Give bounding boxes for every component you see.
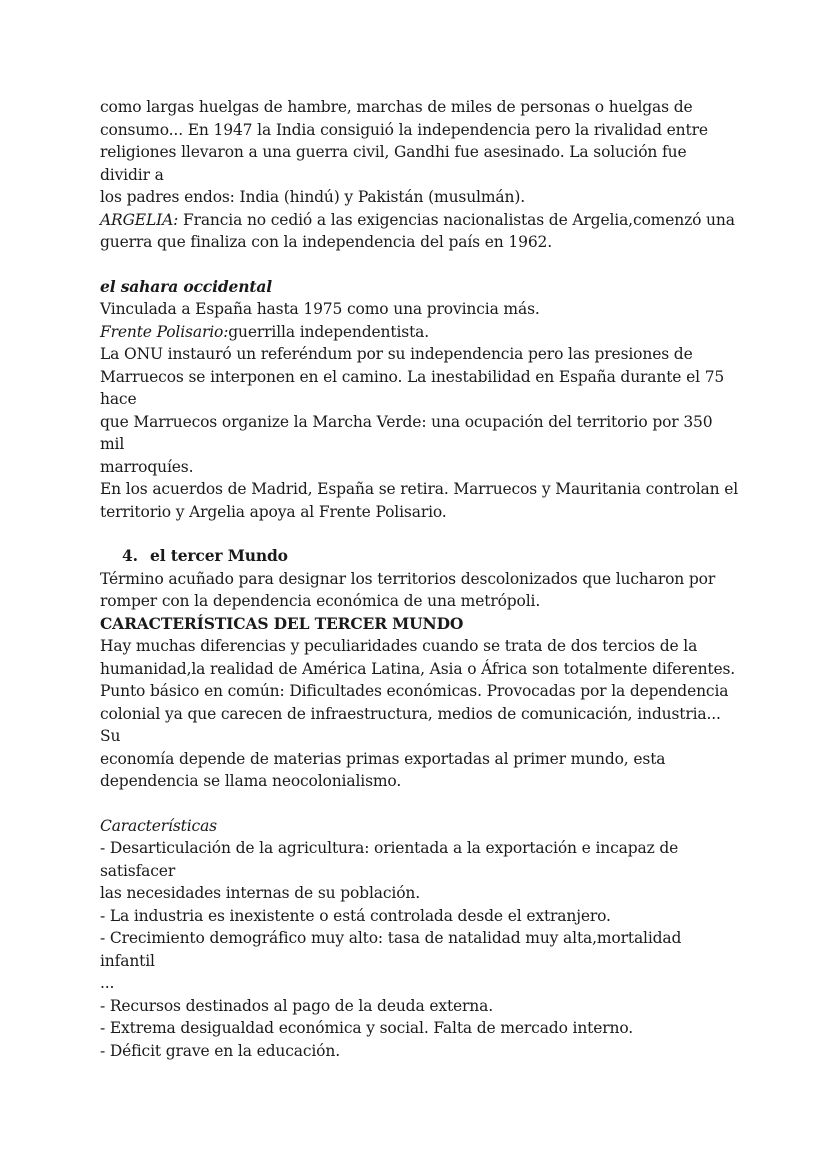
list-item: - Extrema desigualdad económica y social. Falta de mercado interno. bbox=[100, 1019, 634, 1037]
section-title: el tercer Mundo bbox=[150, 546, 288, 565]
caracteristicas-list bbox=[100, 837, 740, 1062]
text-line: colonial ya que carecen de infraestructura, medios de comunicación, industria... Su bbox=[100, 704, 721, 745]
argelia-label: ARGELIA: bbox=[100, 210, 179, 229]
text-line: Marruecos se interponen en el camino. La inestabilidad en España durante el 75 hace bbox=[100, 367, 725, 408]
sahara-heading: el sahara occidental bbox=[100, 276, 272, 296]
caracteristicas-heading: Características bbox=[100, 816, 217, 835]
list-item: las necesidades internas de su población. bbox=[100, 884, 420, 902]
text-line: La ONU instauró un referéndum por su independencia pero las presiones de bbox=[100, 345, 693, 363]
text-line: guerra que finaliza con la independencia del país en 1962. bbox=[100, 233, 553, 251]
list-item: ... bbox=[100, 974, 115, 992]
text-line: territorio y Argelia apoya al Frente Polisario. bbox=[100, 502, 447, 521]
text-line: que Marruecos organize la Marcha Verde: una ocupación del territorio por 350 mil bbox=[100, 412, 713, 453]
list-item: - Recursos destinados al pago de la deuda externa. bbox=[100, 996, 494, 1015]
text-line: En los acuerdos de Madrid, España se retira. Marruecos y Mauritania controlan el bbox=[100, 480, 739, 498]
text-line: consumo... En 1947 la India consiguió la independencia pero la rivalidad entre bbox=[100, 120, 708, 139]
caps-heading: CARACTERÍSTICAS DEL TERCER MUNDO bbox=[100, 613, 464, 633]
text-line: como largas huelgas de hambre, marchas de miles de personas o huelgas de bbox=[100, 98, 693, 116]
text-line: Término acuñado para designar los territorios descolonizados que lucharon por bbox=[100, 569, 716, 588]
text-line: los padres endos: India (hindú) y Pakistán (musulmán). bbox=[100, 188, 525, 206]
intro-paragraph bbox=[100, 96, 740, 254]
frente-label: Frente Polisario: bbox=[100, 322, 229, 341]
section-number: 4. bbox=[122, 546, 138, 565]
text-line: economía depende de materias primas exportadas al primer mundo, esta bbox=[100, 749, 666, 768]
text-line: dependencia se llama neocolonialismo. bbox=[100, 772, 402, 790]
list-item: - Desarticulación de la agricultura: orientada a la exportación e incapaz de satisfacer bbox=[100, 839, 679, 880]
page-content bbox=[100, 96, 740, 1062]
section-4-heading bbox=[100, 545, 740, 568]
list-item: - Déficit grave en la educación. bbox=[100, 1041, 340, 1060]
list-item: - Crecimiento demográfico muy alto: tasa de natalidad muy alta,mortalidad infantil bbox=[100, 929, 682, 970]
text-line: humanidad,la realidad de América Latina, Asia o África son totalmente diferentes. bbox=[100, 659, 736, 678]
text-line: religiones llevaron a una guerra civil, Gandhi fue asesinado. La solución fue dividir a bbox=[100, 143, 687, 184]
text-line: romper con la dependencia económica de una metrópoli. bbox=[100, 592, 541, 610]
list-item: - La industria es inexistente o está controlada desde el extranjero. bbox=[100, 906, 611, 925]
tercer-mundo-paragraph bbox=[100, 568, 740, 793]
text-line: Francia no cedió a las exigencias nacionalistas de Argelia,comenzó una bbox=[178, 210, 735, 229]
text-line: Hay muchas diferencias y peculiaridades cuando se trata de dos tercios de la bbox=[100, 637, 698, 655]
text-line: Vinculada a España hasta 1975 como una provincia más. bbox=[100, 300, 540, 318]
text-line: guerrilla independentista. bbox=[228, 322, 430, 341]
text-line: marroquíes. bbox=[100, 457, 194, 476]
text-line: Punto básico en común: Dificultades económicas. Provocadas por la dependencia bbox=[100, 682, 729, 700]
sahara-paragraph bbox=[100, 298, 740, 523]
